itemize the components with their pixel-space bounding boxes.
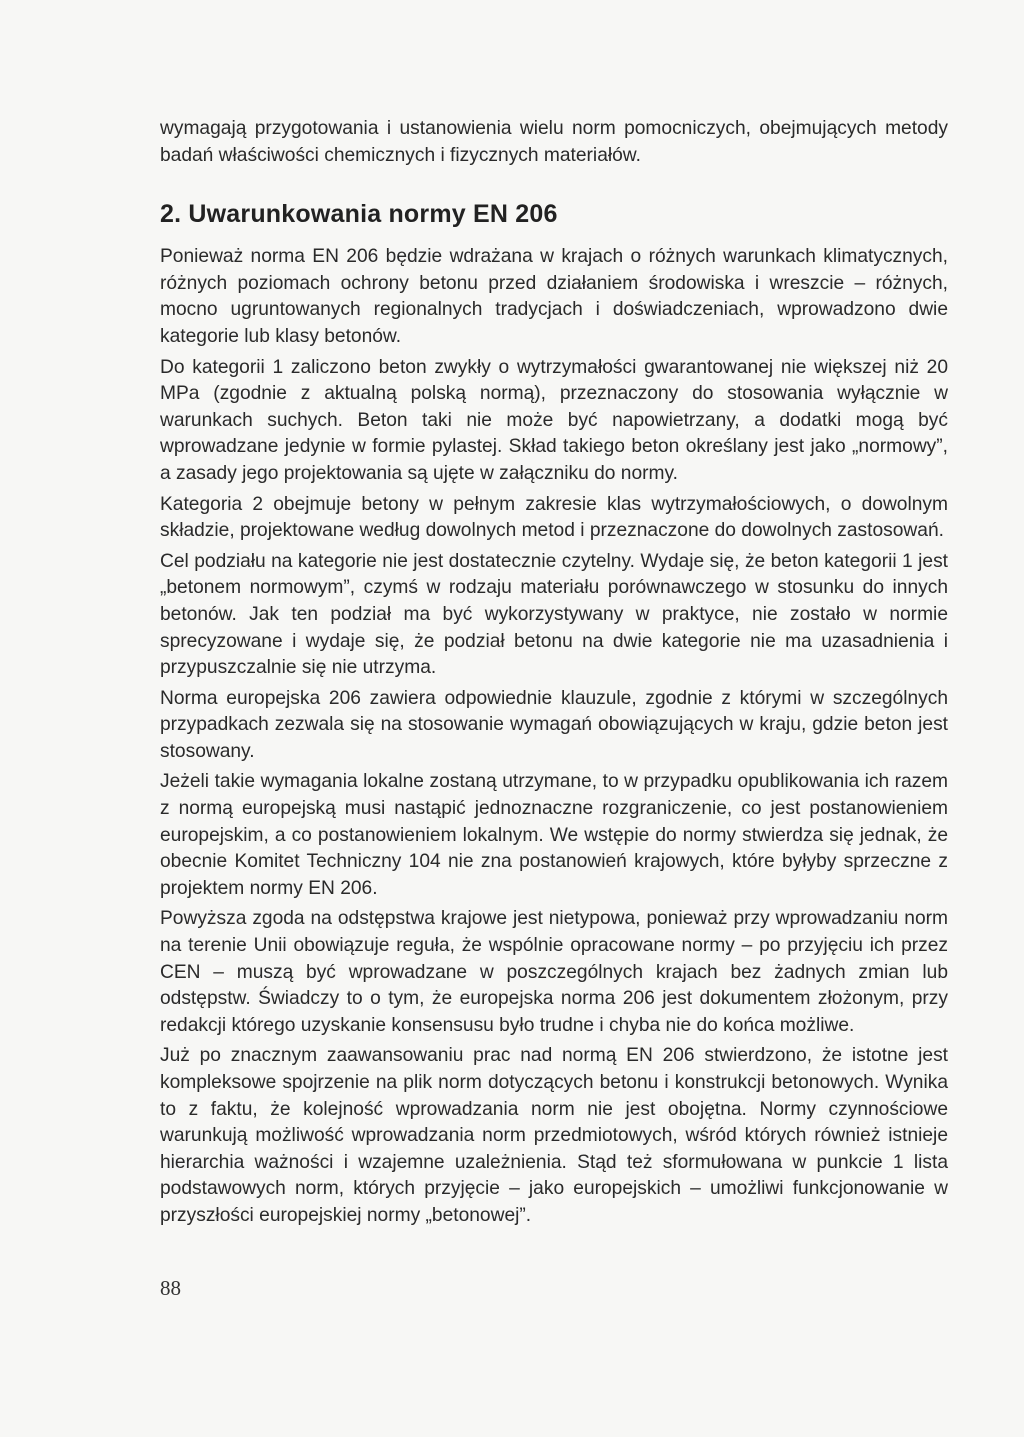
body-paragraph: Ponieważ norma EN 206 będzie wdrażana w krajach o różnych warunkach klimatycznych, różnych poziomach ochrony betonu przed działaniem środowiska i wreszcie – różnych, mocno ugruntowanych regionalnych tradycjach i doświadczeniach, wprowadzono dwie kategorie lub klasy betonów.	[160, 246, 948, 347]
body-paragraph: Już po znacznym zaawansowaniu prac nad normą EN 206 stwierdzono, że istotne jest kompleksowe spojrzenie na plik norm dotyczących betonu i konstrukcji betonowych. Wynika to z faktu, że kolejność wprowadzania norm nie jest obojętna. Normy czynnościowe warunkują możliwość wprowadzania norm przedmiotowych, wśród których również istnieje hierarchia ważności i wzajemne uzależnienia. Stąd też sformułowana w punkcie 1 lista podstawowych norm, których przyjęcie – jako europejskich – umożliwi funkcjonowanie w przyszłości europejskiej normy „betonowej”.	[160, 1045, 948, 1226]
body-paragraph: Kategoria 2 obejmuje betony w pełnym zakresie klas wytrzymałościowych, o dowolnym składzie, projektowane według dowolnych metod i przeznaczone do dowolnych zastosowań.	[160, 493, 948, 542]
section-heading: 2. Uwarunkowania normy EN 206	[160, 200, 558, 229]
body-paragraph: Cel podziału na kategorie nie jest dostatecznie czytelny. Wydaje się, że beton kategorii 1 jest „betonem normowym”, czymś w rodzaju materiału porównawczego w stosunku do innych betonów. Jak ten podział ma być wykorzystywany w praktyce, nie zostało w normie sprecyzowane i wydaje się, że podział betonu na dwie kategorie nie ma uzasadnienia i przypuszczalnie się nie utrzyma.	[160, 550, 948, 679]
page-number: 88	[160, 1276, 181, 1300]
body-paragraph: Norma europejska 206 zawiera odpowiednie klauzule, zgodnie z którymi w szczególnych przypadkach zezwala się na stosowanie wymagań obowiązujących w kraju, gdzie beton jest stosowany.	[160, 687, 948, 762]
body-paragraph: Do kategorii 1 zaliczono beton zwykły o wytrzymałości gwarantowanej nie większej niż 20 MPa (zgodnie z aktualną polską normą), przeznaczony do stosowania wyłącznie w warunkach suchych. Beton taki nie może być napowietrzany, a dodatki mogą być wprowadzane jedynie w formie pylastej. Skład takiego beton określany jest jako „normowy”, a zasady jego projektowania są ujęte w załączniku do normy.	[160, 356, 948, 484]
intro-paragraph: wymagają przygotowania i ustanowienia wielu norm pomocniczych, obejmujących metody badań właściwości chemicznych i fizycznych materiałów.	[160, 118, 948, 166]
body-paragraph: Powyższa zgoda na odstępstwa krajowe jest nietypowa, ponieważ przy wprowadzaniu norm na terenie Unii obowiązuje reguła, że wspólnie opracowane normy – po przyjęciu ich przez CEN – muszą być wprowadzane w poszczególnych krajach bez żadnych zmian lub odstępstw. Świadczy to o tym, że europejska norma 206 jest dokumentem złożonym, przy redakcji którego uzyskanie konsensusu było trudne i chyba nie do końca możliwe.	[160, 908, 948, 1036]
section-body	[160, 244, 948, 1229]
page-content	[160, 116, 948, 1230]
body-paragraph: Jeżeli takie wymagania lokalne zostaną utrzymane, to w przypadku opublikowania ich razem z normą europejską musi nastąpić jednoznaczne rozgraniczenie, co jest postanowieniem europejskim, a co postanowieniem lokalnym. We wstępie do normy stwierdza się jednak, że obecnie Komitet Techniczny 104 nie zna postanowień krajowych, które byłyby sprzeczne z projektem normy EN 206.	[160, 771, 948, 899]
